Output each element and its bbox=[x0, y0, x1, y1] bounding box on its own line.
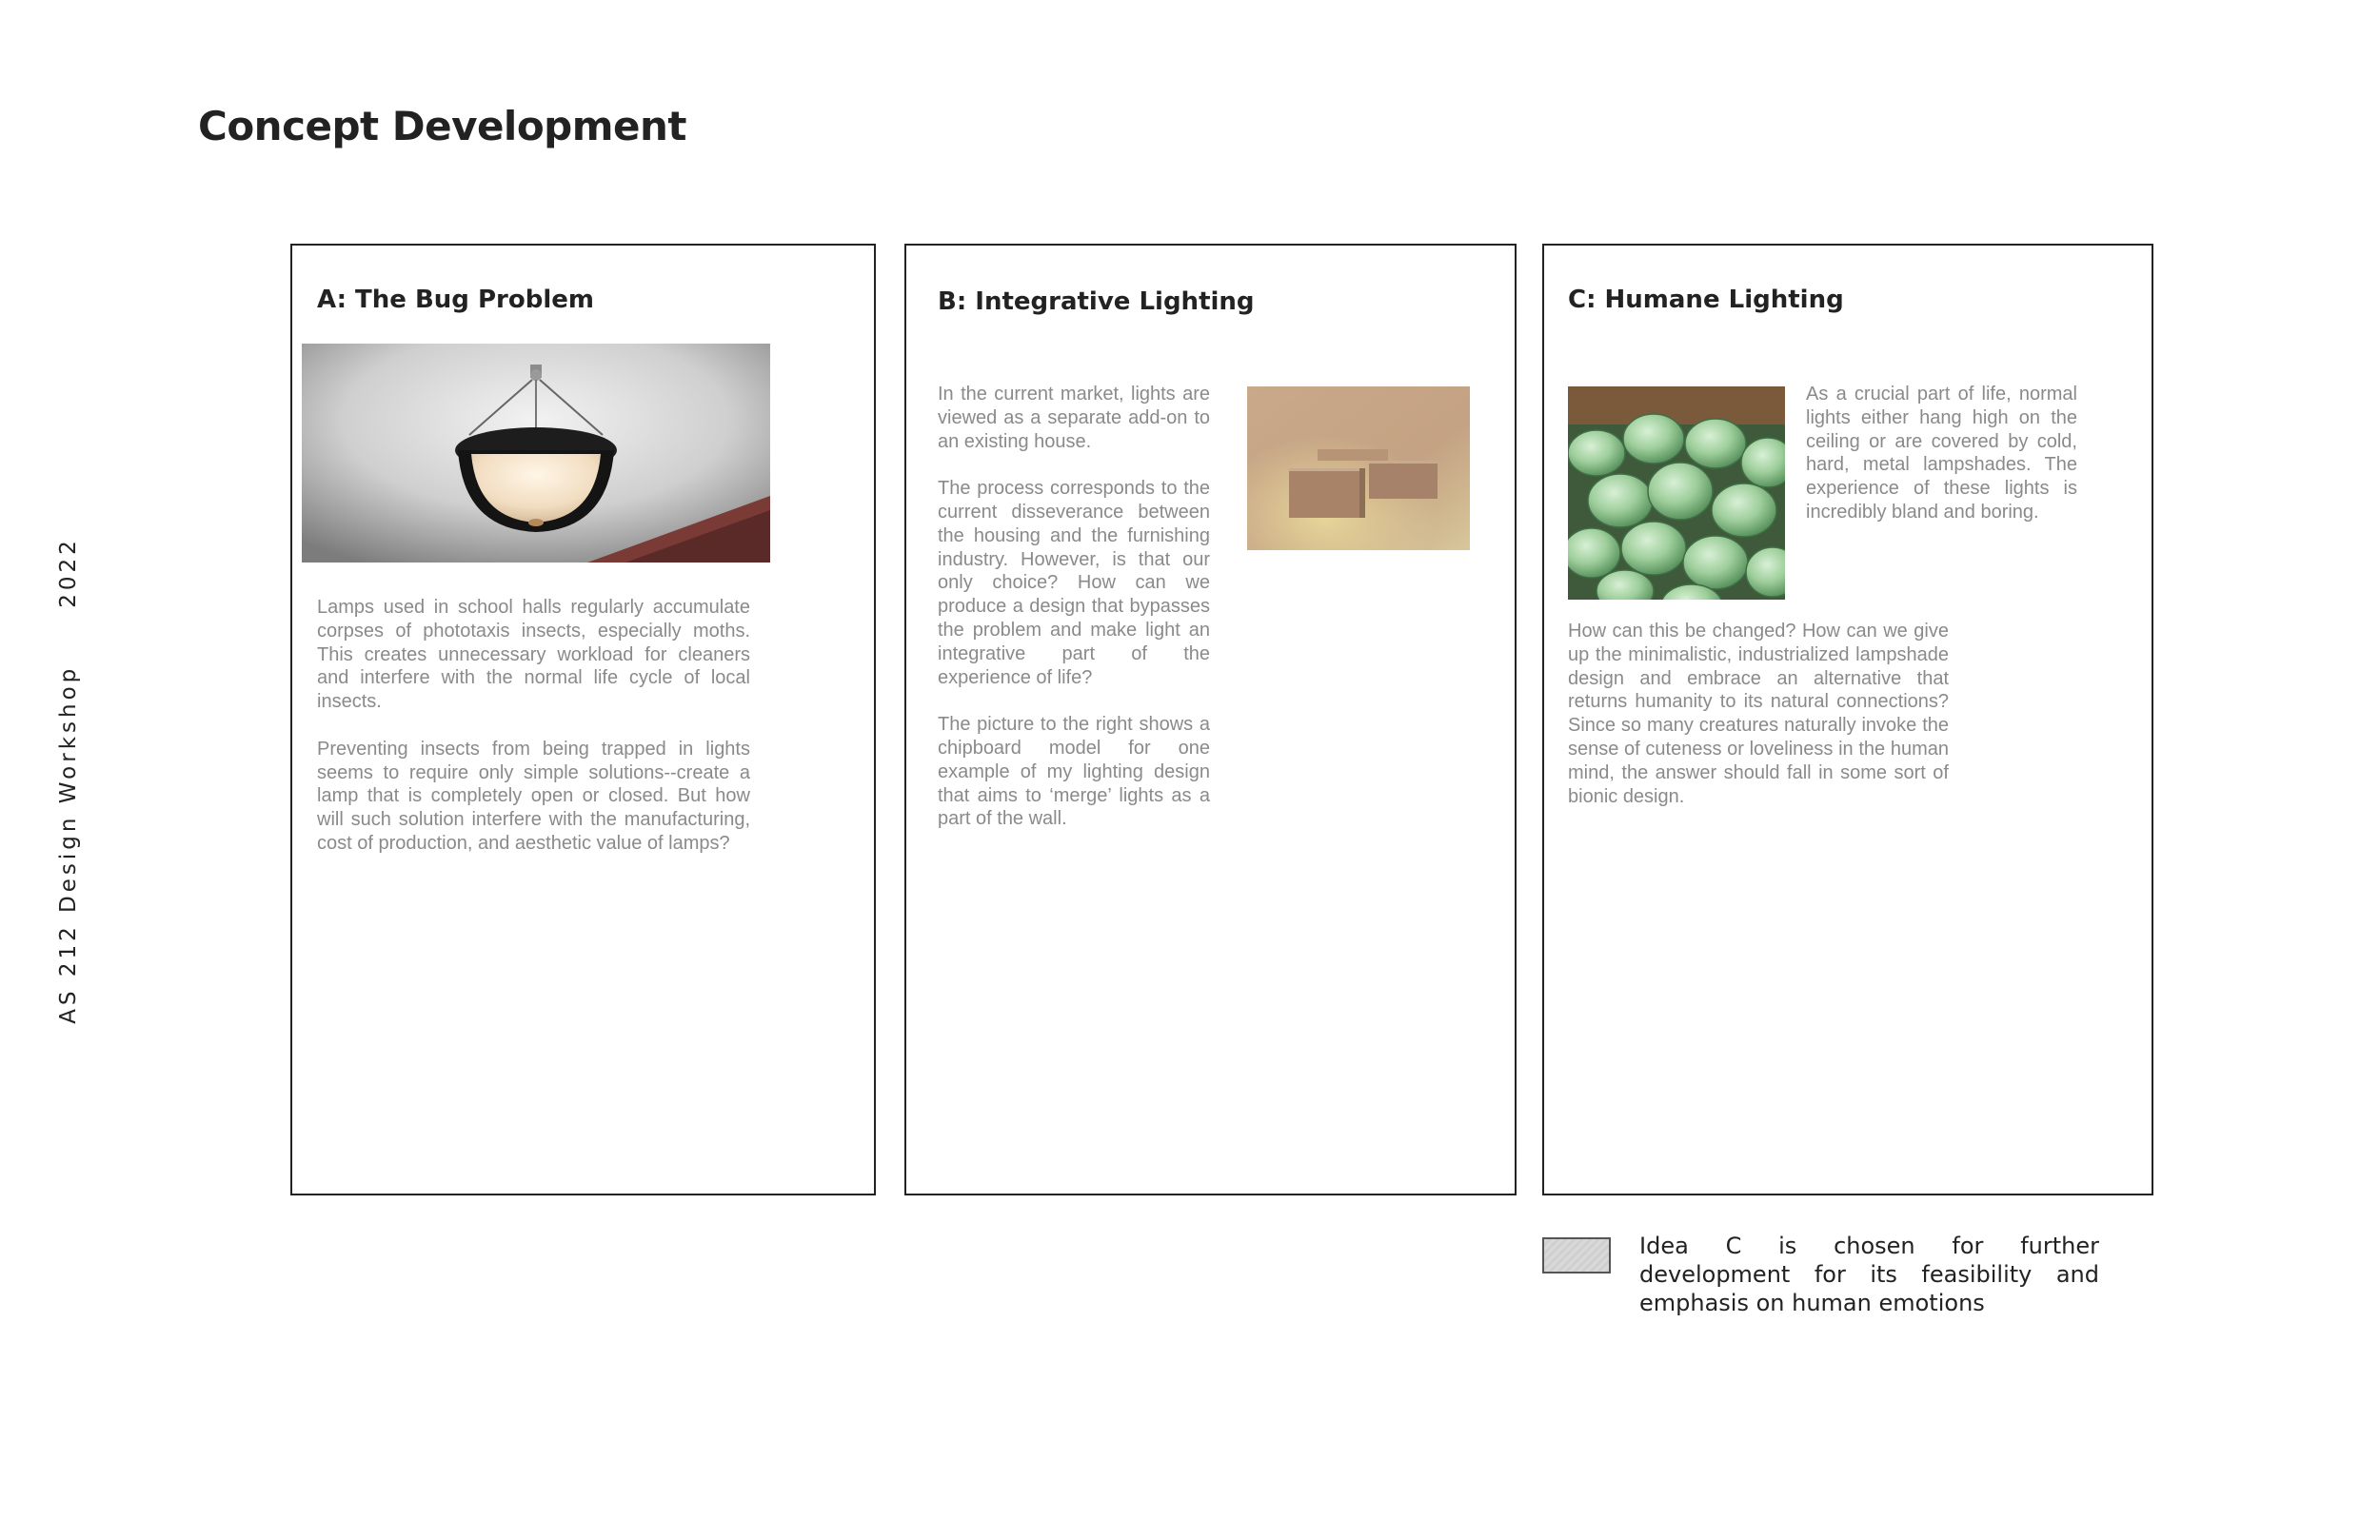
paragraph: As a crucial part of life, normal lights either hang high on the ceiling or are covered by cold, hard, metal lampshades. The experience of these lights is incredibly bland and boring. bbox=[1806, 384, 2077, 523]
concept-card-a bbox=[290, 244, 876, 1195]
course-label: AS 212 Design Workshop bbox=[56, 664, 81, 1024]
chipboard-model-photo bbox=[1247, 386, 1470, 550]
selection-note: Idea C is chosen for further development for its feasibility and emphasis on human emotions bbox=[1639, 1233, 2099, 1316]
succulent-photo bbox=[1568, 386, 1785, 600]
paragraph: Lamps used in school halls regularly accumulate corpses of phototaxis insects, especially moths. This creates unnecessary workload for cleaners and interfere with the normal life cycle of local insects. bbox=[317, 597, 750, 713]
legend-swatch bbox=[1542, 1237, 1611, 1273]
ceiling-lamp-photo bbox=[302, 344, 770, 563]
paragraph: In the current market, lights are viewed as a separate add-on to an existing house. bbox=[938, 384, 1210, 452]
card-title: C: Humane Lighting bbox=[1568, 286, 1844, 314]
year-label: 2022 bbox=[56, 537, 81, 608]
card-body-text bbox=[1568, 620, 1949, 808]
card-body-text bbox=[1806, 383, 2077, 524]
page-title: Concept Development bbox=[198, 103, 686, 149]
paragraph: The process corresponds to the current disseverance between the housing and the furnishing industry. However, is that our only choice? How can we produce a design that bypasses the problem and make light an integrative part of the experience of life? bbox=[938, 478, 1210, 688]
paragraph: Preventing insects from being trapped in lights seems to require only simple solutions--create a lamp that is completely open or closed. But how will such solution interfere with the manufacturing, cost of production, and aesthetic value of lamps? bbox=[317, 738, 750, 854]
side-label bbox=[56, 537, 81, 1024]
card-title: B: Integrative Lighting bbox=[938, 287, 1255, 316]
card-body-text bbox=[938, 383, 1210, 831]
card-body-text bbox=[317, 596, 750, 856]
card-title: A: The Bug Problem bbox=[317, 286, 594, 314]
paragraph: How can this be changed? How can we give up the minimalistic, industrialized lampshade design and embrace an alternative that returns humanity to its natural connections? Since so many creatures naturally invoke the sense of cuteness or loveliness in the human mind, the answer should fall in some sort of bionic design. bbox=[1568, 621, 1949, 807]
concept-card-b bbox=[904, 244, 1517, 1195]
paragraph: The picture to the right shows a chipboard model for one example of my lighting design that aims to ‘merge’ lights as a part of the wall. bbox=[938, 714, 1210, 830]
concept-card-c bbox=[1542, 244, 2153, 1195]
